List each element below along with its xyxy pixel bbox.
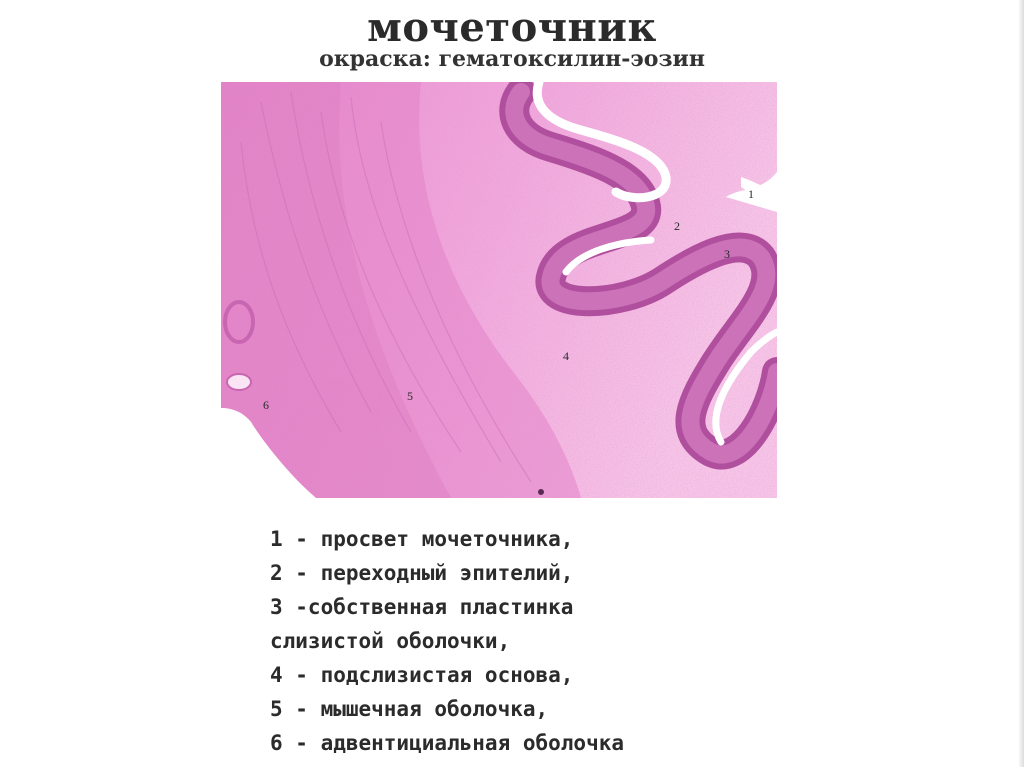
- legend-item-lamina-propria: 3 -собственная пластинка: [270, 595, 574, 619]
- legend-item-lamina-propria-cont: слизистой оболочки,: [270, 629, 511, 653]
- legend-list: [270, 522, 990, 760]
- marker-6: 6: [263, 398, 269, 412]
- legend-item-epithelium: 2 - переходный эпителий,: [270, 561, 574, 585]
- slide-title: мочеточник: [367, 4, 657, 51]
- vessel-2: [227, 374, 251, 390]
- ureter-micrograph: [221, 82, 777, 498]
- stain-subtitle: окраска: гематоксилин-эозин: [319, 46, 705, 72]
- legend-item-lumen: 1 - просвет мочеточника,: [270, 527, 574, 551]
- micrograph-image: [221, 82, 777, 498]
- legend-item-muscularis: 5 - мышечная оболочка,: [270, 697, 549, 721]
- marker-4: 4: [563, 349, 569, 363]
- marker-5: 5: [407, 389, 413, 403]
- debris-dot: [538, 489, 544, 495]
- legend-item-submucosa: 4 - подслизистая основа,: [270, 663, 574, 687]
- marker-2: 2: [674, 219, 680, 233]
- marker-1: 1: [748, 187, 754, 201]
- legend-item-adventitia: 6 - адвентициальная оболочка: [270, 731, 625, 755]
- slide-edge-shadow: [1018, 0, 1024, 767]
- marker-3: 3: [724, 247, 730, 261]
